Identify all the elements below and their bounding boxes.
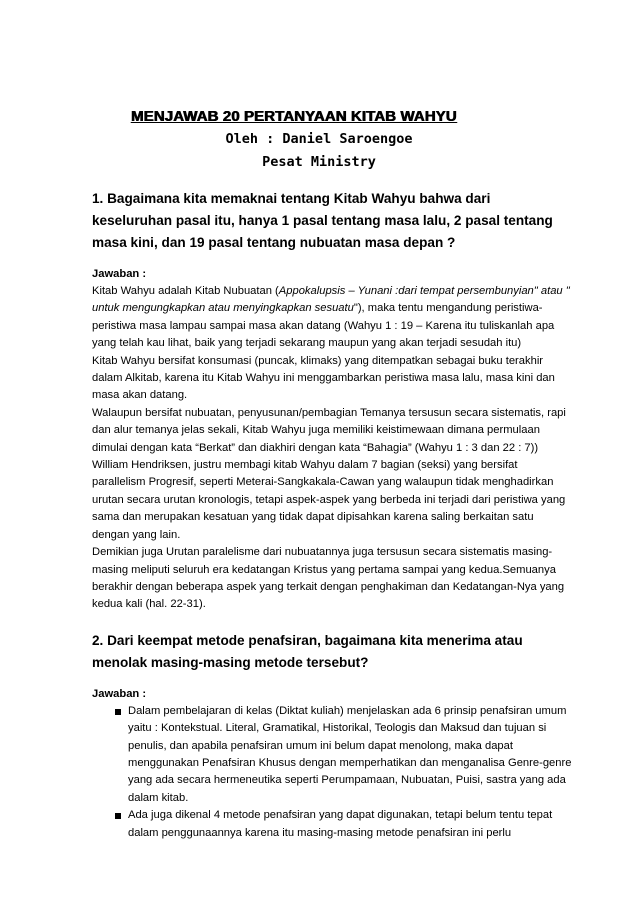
answer-1-p1-text-b: "), maka tentu mengandung peristiwa-peristiwa masa lampau sampai masa akan datang (Wahyu 1 : 19 – Karena itu tuliskanlah apa yang telah kau lihat, baik yang terjadi sekarang maupun yang akan terjadi sesudah itu)	[92, 302, 555, 350]
document-organization: Pesat Ministry	[262, 154, 376, 170]
document-author: Oleh : Daniel Saroengoe	[225, 131, 413, 147]
question-section-1	[92, 188, 572, 614]
answer-1-paragraph-3: Walaupun bersifat nubuatan, penyusunan/pembagian Temanya tersusun secara sistematis, rapi dan alur temanya jelas sekali, Kitab Wahyu juga memiliki keistimewaan dimana permulaan dimulai dengan kata “Berkat” dan diakhiri dengan kata “Bahagia” (Wahyu 1 : 3 dan 22 : 7))	[92, 406, 566, 454]
document-title: MENJAWAB 20 PERTANYAAN KITAB WAHYU	[131, 108, 457, 125]
question-2: 2. Dari keempat metode penafsiran, bagaimana kita menerima atau menolak masing-masing metode tersebut?	[92, 632, 523, 670]
square-bullet-icon	[115, 709, 121, 715]
answer-1-paragraph-4: William Hendriksen, justru membagi kitab Wahyu dalam 7 bagian (seksi) yang bersifat parallelism Progresif, seperti Meterai-Sangkakala-Cawan yang walaupun tidak menghadirkan urutan secara urutan kronologis, tetapi aspek-aspek yang berbeda ini terjadi dari peristiwa yang sama dan merupakan kesatuan yang tidak dapat dipisahkan karena saling berkaitan satu dengan yang lain.	[92, 459, 566, 541]
answer-1-paragraph-1	[92, 283, 572, 353]
document-body	[92, 188, 572, 842]
square-bullet-icon	[115, 813, 121, 819]
answer-2-bullet-list	[92, 703, 572, 842]
answer-1-paragraph-5: Demikian juga Urutan paralelisme dari nubuatannya juga tersusun secara sistematis masing-masing meliputi seluruh era kedatangan Kristus yang pertama sampai yang kedua.Semuanya berakhir dengan beberapa aspek yang terkait dengan penghakiman dan Kedatangan-Nya yang kedua kali (hal. 22-31).	[92, 546, 565, 611]
list-item	[92, 703, 572, 807]
answer-1-p1-text-a: Kitab Wahyu adalah Kitab Nubuatan (	[92, 285, 279, 297]
answer-1-paragraph-2: Kitab Wahyu bersifat konsumasi (puncak, klimaks) yang ditempatkan sebagai buku terakhir dalam Alkitab, karena itu Kitab Wahyu ini menggambarkan peristiwa masa lalu, masa kini dan masa akan datang.	[92, 354, 555, 402]
list-item-text: Ada juga dikenal 4 metode penafsiran yang dapat digunakan, tetapi belum tentu tepat dalam penggunaannya karena itu masing-masing metode penafsiran ini perlu	[128, 809, 553, 839]
answer-1-p1-italic: Appokalupsis – Yunani :dari tempat persembunyian" atau " untuk mengungkapkan atau menyingkapkan sesuatu	[92, 285, 570, 315]
answer-label-1: Jawaban :	[92, 268, 147, 280]
question-section-2	[92, 630, 572, 842]
answer-label-2: Jawaban :	[92, 687, 147, 700]
list-item	[92, 807, 572, 842]
document-header	[0, 108, 638, 170]
list-item-text: Dalam pembelajaran di kelas (Diktat kuliah) menjelaskan ada 6 prinsip penafsiran umum yaitu : Kontekstual. Literal, Gramatikal, Historikal, Teologis dan Maksud dan tujuan si penulis, dan apabila penafsiran umum ini belum dapat menolong, maka dapat menggunakan Penafsiran Khusus dengan memperhatikan dan menganalisa Genre-genre yang ada secara hermeneutika seperti Perumpamaan, Nubuatan, Puisi, sastra yang ada dalam kitab.	[128, 704, 572, 804]
question-1: 1. Bagaimana kita memaknai tentang Kitab Wahyu bahwa dari keseluruhan pasal itu, hanya 1 pasal tentang masa lalu, 2 pasal tentang masa kini, dan 19 pasal tentang nubuatan masa depan ?	[92, 191, 553, 250]
